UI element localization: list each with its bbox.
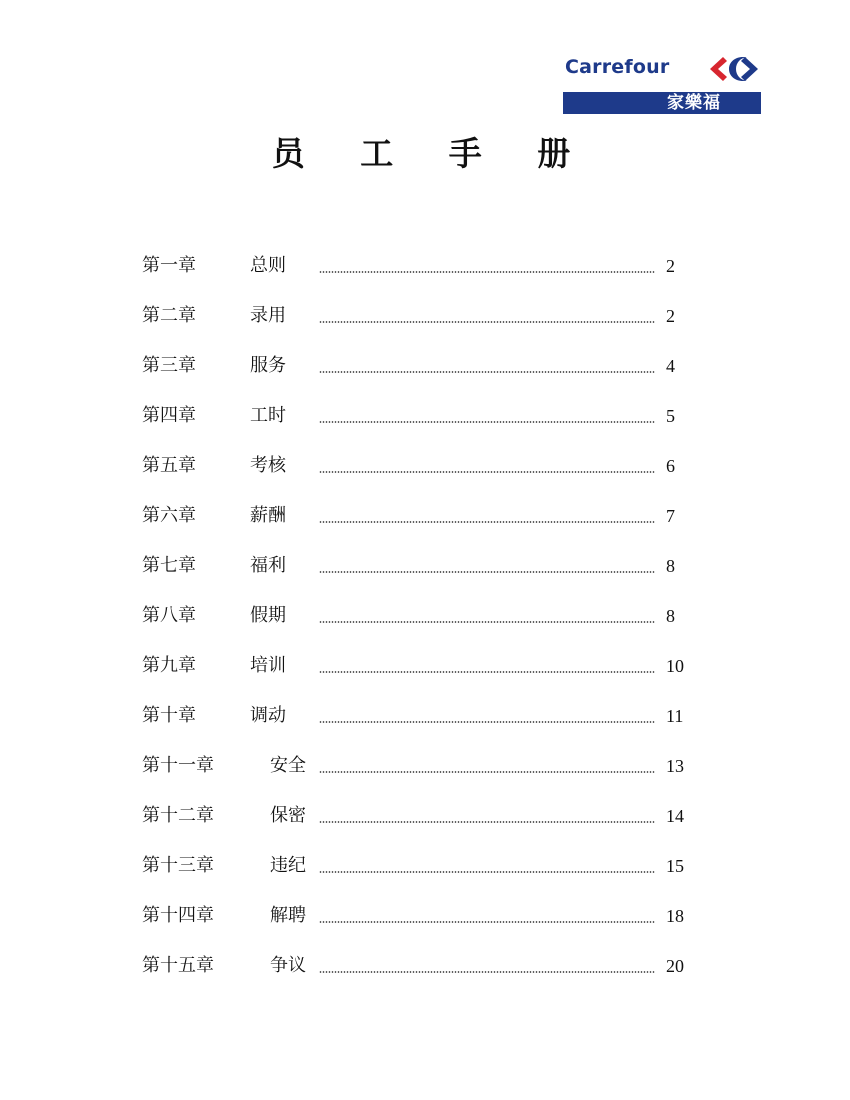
toc-chapter-number: 第一章 bbox=[142, 255, 196, 276]
toc-chapter-number: 第四章 bbox=[142, 405, 196, 426]
toc-page-number: 15 bbox=[666, 856, 684, 876]
toc-page-number: 20 bbox=[666, 956, 684, 976]
toc-dot-leader bbox=[319, 621, 655, 623]
toc-page-number: 11 bbox=[666, 706, 684, 726]
toc-row[interactable] bbox=[0, 901, 850, 951]
toc-row[interactable] bbox=[0, 251, 850, 301]
toc-chapter-number: 第十三章 bbox=[142, 855, 214, 876]
toc-chapter-number: 第六章 bbox=[142, 505, 196, 526]
table-of-contents bbox=[0, 251, 850, 1001]
toc-chapter-number: 第十四章 bbox=[142, 905, 214, 926]
toc-chapter-number: 第十五章 bbox=[142, 955, 214, 976]
toc-row[interactable] bbox=[0, 951, 850, 1001]
toc-page-number: 2 bbox=[666, 256, 675, 276]
toc-chapter-title: 总则 bbox=[250, 255, 286, 276]
toc-chapter-title: 解聘 bbox=[270, 905, 306, 926]
toc-chapter-title: 工时 bbox=[250, 405, 286, 426]
toc-page-number: 2 bbox=[666, 306, 675, 326]
toc-page-number: 7 bbox=[666, 506, 675, 526]
toc-chapter-title: 争议 bbox=[270, 955, 306, 976]
toc-chapter-number: 第七章 bbox=[142, 555, 196, 576]
toc-chapter-title: 录用 bbox=[250, 305, 286, 326]
toc-row[interactable] bbox=[0, 701, 850, 751]
toc-page-number: 14 bbox=[666, 806, 684, 826]
toc-dot-leader bbox=[319, 571, 655, 573]
toc-row[interactable] bbox=[0, 801, 850, 851]
toc-chapter-title: 调动 bbox=[250, 705, 286, 726]
toc-row[interactable] bbox=[0, 601, 850, 651]
toc-page-number: 18 bbox=[666, 906, 684, 926]
toc-chapter-number: 第五章 bbox=[142, 455, 196, 476]
toc-chapter-number: 第九章 bbox=[142, 655, 196, 676]
toc-dot-leader bbox=[319, 721, 655, 723]
toc-dot-leader bbox=[319, 471, 655, 473]
carrefour-logo bbox=[563, 54, 761, 114]
toc-page-number: 4 bbox=[666, 356, 675, 376]
toc-dot-leader bbox=[319, 821, 655, 823]
toc-dot-leader bbox=[319, 871, 655, 873]
toc-chapter-title: 安全 bbox=[270, 755, 306, 776]
toc-page-number: 6 bbox=[666, 456, 675, 476]
brand-chinese-name: 家樂福 bbox=[667, 93, 721, 113]
brand-name: Carrefour bbox=[565, 56, 670, 78]
toc-chapter-title: 考核 bbox=[250, 455, 286, 476]
toc-page-number: 5 bbox=[666, 406, 675, 426]
toc-chapter-title: 保密 bbox=[270, 805, 306, 826]
toc-chapter-title: 违纪 bbox=[270, 855, 306, 876]
page-title: 员 工 手 册 bbox=[271, 134, 593, 173]
toc-chapter-title: 福利 bbox=[250, 555, 286, 576]
toc-chapter-number: 第十二章 bbox=[142, 805, 214, 826]
toc-chapter-number: 第十一章 bbox=[142, 755, 214, 776]
toc-page-number: 10 bbox=[666, 656, 684, 676]
toc-row[interactable] bbox=[0, 851, 850, 901]
toc-chapter-title: 培训 bbox=[250, 655, 286, 676]
toc-dot-leader bbox=[319, 271, 655, 273]
toc-row[interactable] bbox=[0, 451, 850, 501]
toc-dot-leader bbox=[319, 671, 655, 673]
toc-chapter-number: 第十章 bbox=[142, 705, 196, 726]
toc-dot-leader bbox=[319, 971, 655, 973]
toc-page-number: 8 bbox=[666, 606, 675, 626]
toc-dot-leader bbox=[319, 521, 655, 523]
toc-row[interactable] bbox=[0, 301, 850, 351]
toc-dot-leader bbox=[319, 371, 655, 373]
toc-chapter-number: 第二章 bbox=[142, 305, 196, 326]
toc-row[interactable] bbox=[0, 351, 850, 401]
toc-page-number: 13 bbox=[666, 756, 684, 776]
toc-dot-leader bbox=[319, 321, 655, 323]
toc-chapter-title: 服务 bbox=[250, 355, 286, 376]
toc-row[interactable] bbox=[0, 401, 850, 451]
carrefour-logo-mark-icon bbox=[707, 54, 761, 84]
toc-dot-leader bbox=[319, 421, 655, 423]
toc-chapter-number: 第八章 bbox=[142, 605, 196, 626]
toc-row[interactable] bbox=[0, 501, 850, 551]
toc-row[interactable] bbox=[0, 651, 850, 701]
toc-chapter-number: 第三章 bbox=[142, 355, 196, 376]
toc-chapter-title: 薪酬 bbox=[250, 505, 286, 526]
toc-dot-leader bbox=[319, 771, 655, 773]
toc-dot-leader bbox=[319, 921, 655, 923]
toc-chapter-title: 假期 bbox=[250, 605, 286, 626]
toc-row[interactable] bbox=[0, 751, 850, 801]
logo-chinese-banner bbox=[563, 92, 761, 114]
toc-page-number: 8 bbox=[666, 556, 675, 576]
toc-row[interactable] bbox=[0, 551, 850, 601]
